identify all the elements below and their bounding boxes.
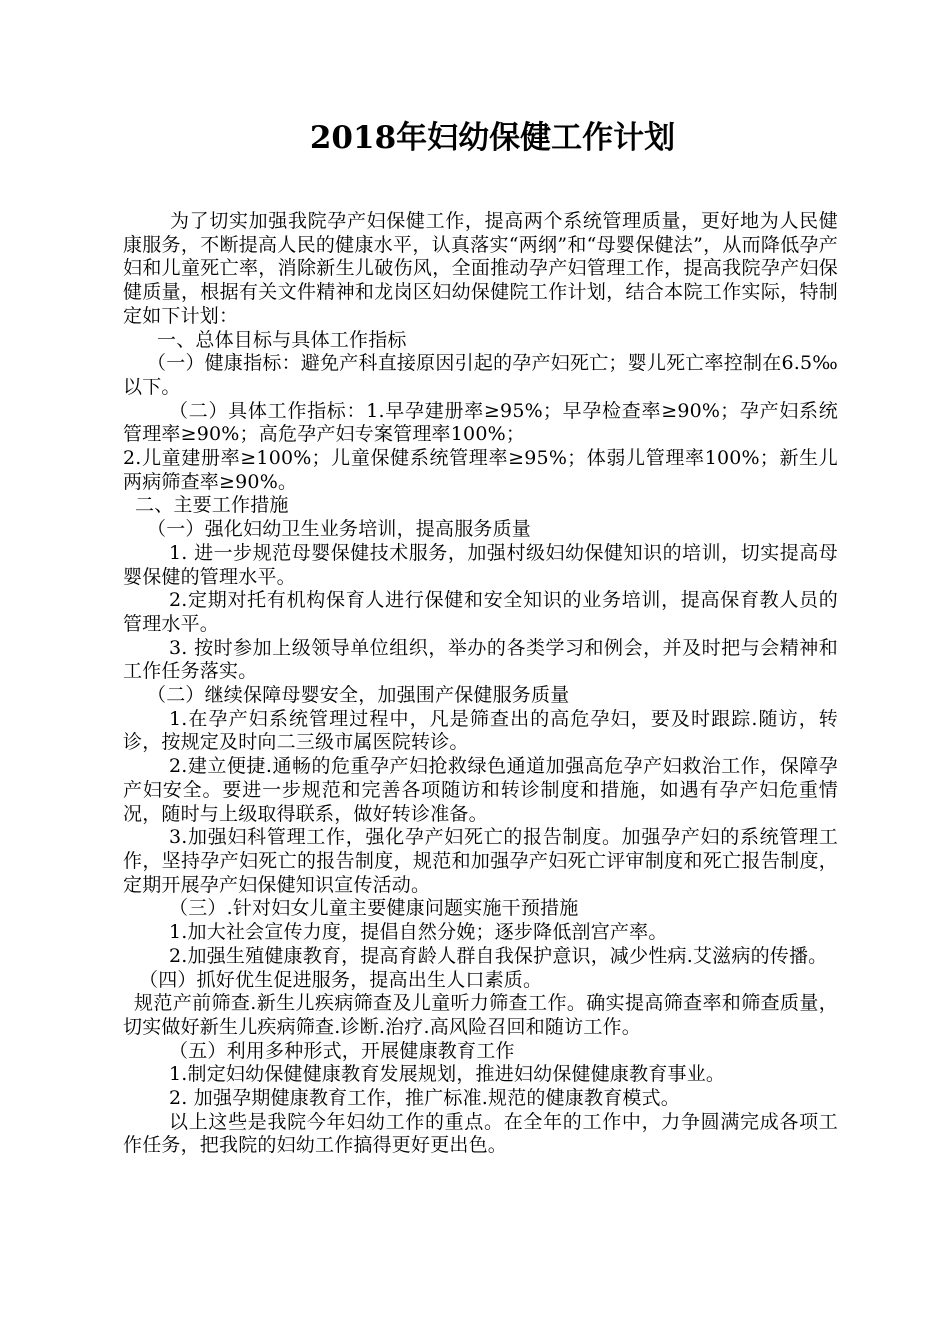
measure-2-2: 2.建立便捷.通畅的危重孕产妇抢救绿色通道加强高危孕产妇救治工作，保障孕产妇安全。要进一步规范和完善各项随访和转诊制度和措施，如遇有孕产妇危重情况，随时与上级取得联系，做好转诊准备。: [123, 755, 838, 825]
measure-4-1: 规范产前筛查.新生儿疾病筛查及儿童听力筛查工作。确实提高筛查率和筛查质量，切实做好新生儿疾病筛查.诊断.治疗.高风险召回和随访工作。: [123, 992, 838, 1038]
closing-paragraph: 以上这些是我院今年妇幼工作的重点。在全年的工作中，力争圆满完成各项工作任务，把我院的妇幼工作搞得更好更出色。: [123, 1110, 838, 1157]
measure-1-3: 3. 按时参加上级领导单位组织，举办的各类学习和例会，并及时把与会精神和工作任务落实。: [123, 636, 838, 683]
measure-2-1: 1.在孕产妇系统管理过程中，凡是筛查出的高危孕妇，要及时跟踪.随访，转诊，按规定及时向二三级市属医院转诊。: [123, 707, 838, 754]
measure-3-2: 2.加强生殖健康教育，提高育龄人群自我保护意识，减少性病.艾滋病的传播。: [169, 944, 828, 967]
document-title: 2018年妇幼保健工作计划: [309, 120, 676, 156]
subsection-heading-2: （二）继续保障母婴安全，加强围产保健服务质量: [147, 684, 570, 707]
measure-1-2: 2.定期对托有机构保育人进行保健和安全知识的业务培训，提高保育教人员的管理水平。: [123, 589, 838, 635]
measure-2-3: 3.加强妇科管理工作，强化孕产妇死亡的报告制度。加强孕产妇的系统管理工作，坚持孕产妇死亡的报告制度，规范和加强孕产妇死亡评审制度和死亡报告制度，定期开展孕产妇保健知识宣传活动。: [123, 826, 838, 896]
intro-paragraph: 为了切实加强我院孕产妇保健工作，提高两个系统管理质量，更好地为人民健康服务，不断提高人民的健康水平，认真落实“两纲”和“母婴保健法”，从而降低孕产妇和儿童死亡率，消除新生儿破伤风，全面推动孕产妇管理工作，提高我院孕产妇保健质量，根据有关文件精神和龙岗区妇幼保健院工作计划，结合本院工作实际，特制定如下计划：: [123, 210, 838, 327]
subsection-heading-5: （五）利用多种形式，开展健康教育工作: [169, 1039, 515, 1062]
health-indicators-paragraph: （一）健康指标：避免产科直接原因引起的孕产妇死亡；婴儿死亡率控制在6.5‰以下。: [123, 352, 838, 398]
section-heading-2: 二、主要工作措施: [135, 494, 289, 517]
measure-3-1: 1.加大社会宣传力度，提倡自然分娩；逐步降低剖宫产率。: [169, 921, 668, 944]
subsection-heading-1: （一）强化妇幼卫生业务培训，提高服务质量: [147, 518, 532, 541]
section-heading-1: 一、总体目标与具体工作指标: [157, 328, 407, 351]
subsection-heading-3: （三）.针对妇女儿童主要健康问题实施干预措施: [169, 897, 579, 920]
measure-1-1: 1. 进一步规范母婴保健技术服务，加强村级妇幼保健知识的培训，切实提高母婴保健的管理水平。: [123, 541, 838, 588]
child-indicators-paragraph: 2.儿童建册率≥100%；儿童保健系统管理率≥95%；体弱儿管理率100%；新生儿两病筛查率≥90%。: [123, 447, 838, 493]
work-indicators-paragraph: （二）具体工作指标：1.早孕建册率≥95%；早孕检查率≥90%；孕产妇系统管理率≥90%；高危孕产妇专案管理率100%；: [123, 399, 838, 446]
measure-5-1: 1.制定妇幼保健健康教育发展规划，推进妇幼保健健康教育事业。: [169, 1063, 726, 1086]
measure-5-2: 2. 加强孕期健康教育工作，推广标准.规范的健康教育模式。: [169, 1087, 681, 1110]
subsection-heading-4: （四）抓好优生促进服务，提高出生人口素质。: [139, 968, 543, 991]
document-body: [123, 210, 838, 1158]
